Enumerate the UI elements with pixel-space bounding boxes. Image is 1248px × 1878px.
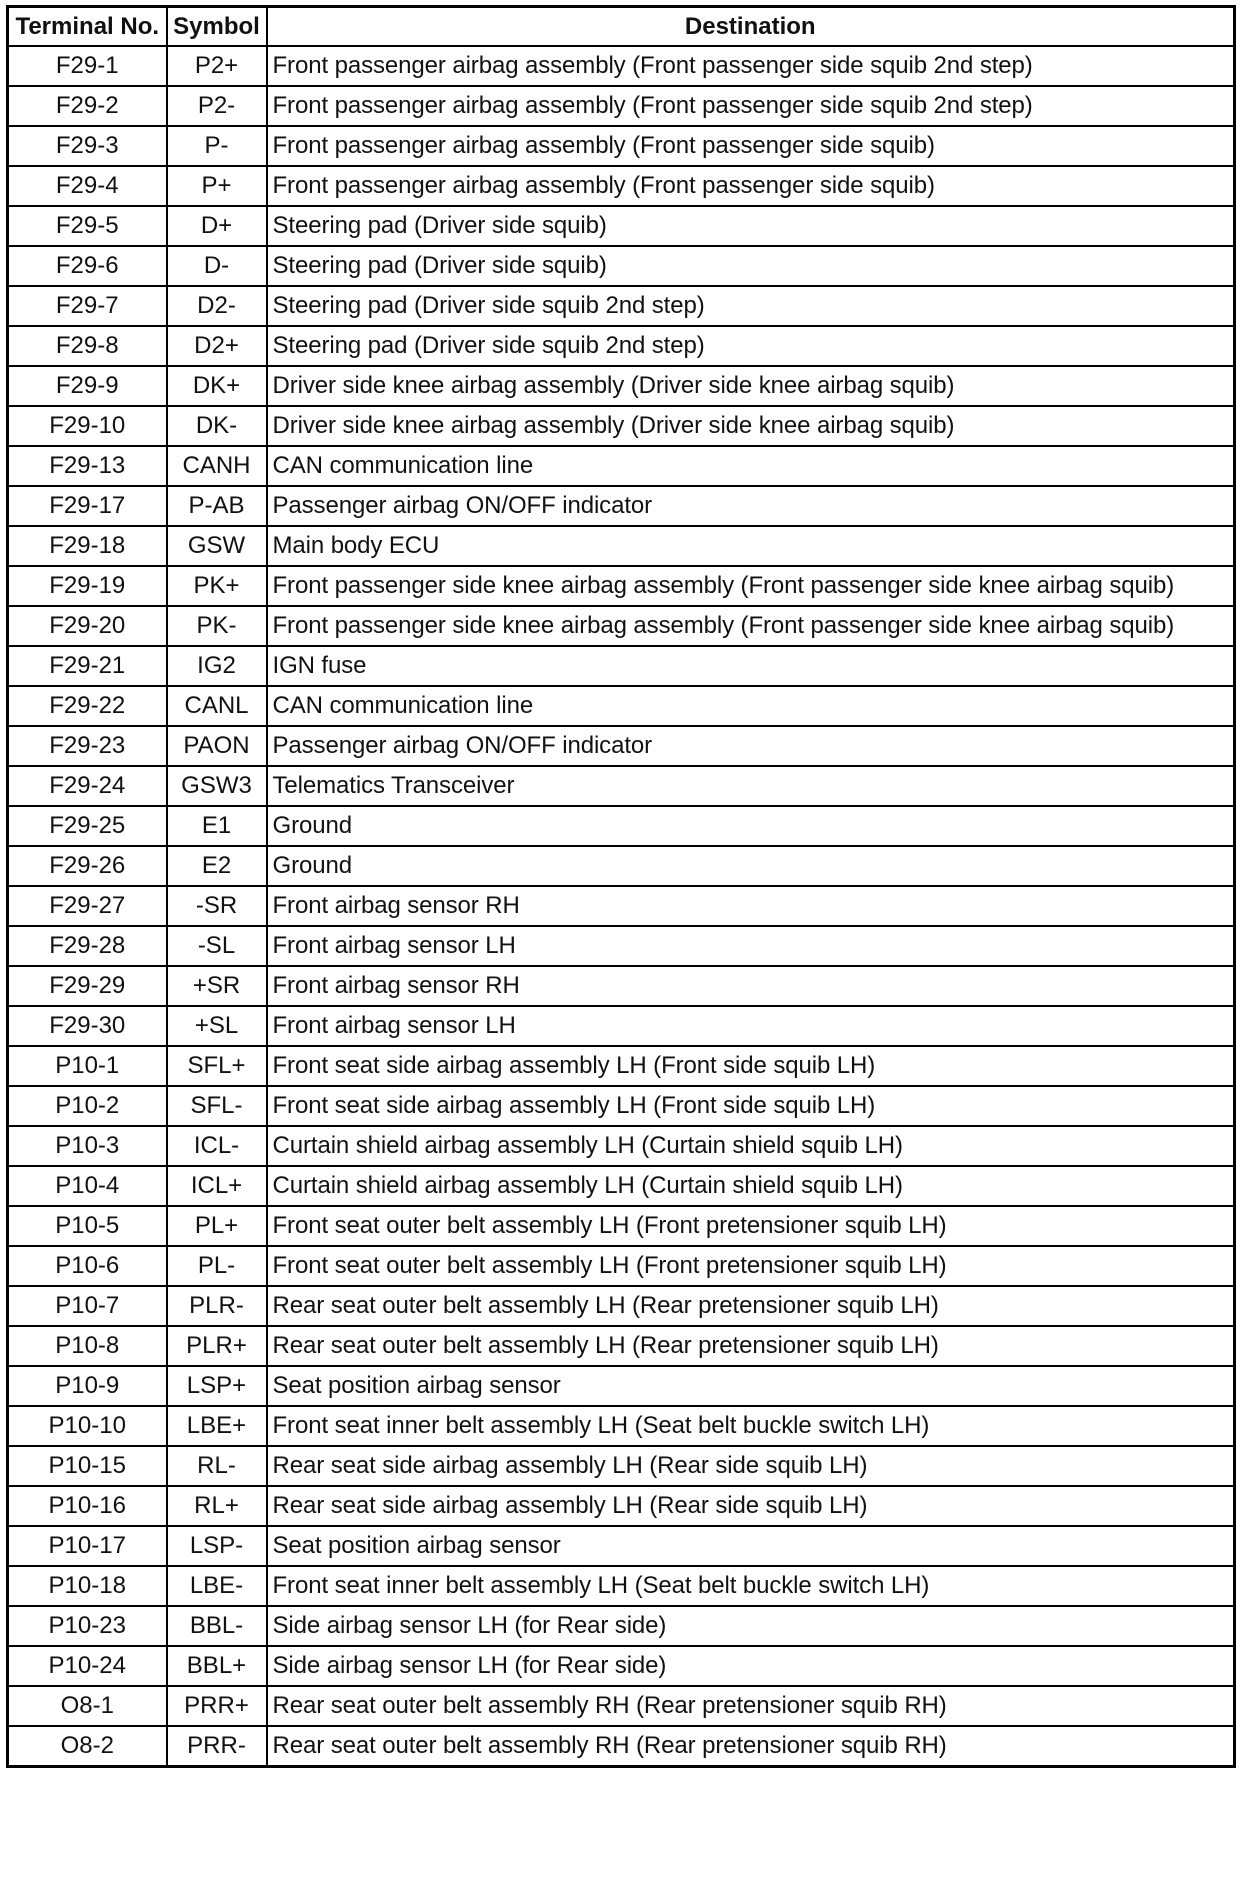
destination-cell: Rear seat outer belt assembly RH (Rear pretensioner squib RH) [267, 1726, 1235, 1767]
terminal-no-cell: F29-2 [8, 86, 167, 126]
terminal-no-cell: F29-7 [8, 286, 167, 326]
destination-cell: Front passenger side knee airbag assembly (Front passenger side knee airbag squib) [267, 566, 1235, 606]
destination-cell: CAN communication line [267, 446, 1235, 486]
table-row [8, 1646, 1235, 1686]
destination-cell: Front passenger airbag assembly (Front passenger side squib) [267, 126, 1235, 166]
destination-cell: Front airbag sensor LH [267, 1006, 1235, 1046]
table-body [8, 46, 1235, 1767]
table-row [8, 46, 1235, 86]
destination-cell: Curtain shield airbag assembly LH (Curtain shield squib LH) [267, 1126, 1235, 1166]
table-row [8, 526, 1235, 566]
destination-cell: Rear seat outer belt assembly LH (Rear pretensioner squib LH) [267, 1286, 1235, 1326]
table-row [8, 1526, 1235, 1566]
symbol-cell: E1 [167, 806, 267, 846]
terminal-no-cell: F29-27 [8, 886, 167, 926]
terminal-no-cell: P10-23 [8, 1606, 167, 1646]
table-row [8, 446, 1235, 486]
terminal-no-cell: P10-1 [8, 1046, 167, 1086]
terminal-no-cell: F29-25 [8, 806, 167, 846]
destination-cell: Front airbag sensor LH [267, 926, 1235, 966]
destination-cell: Curtain shield airbag assembly LH (Curtain shield squib LH) [267, 1166, 1235, 1206]
symbol-cell: D2- [167, 286, 267, 326]
terminal-no-cell: F29-20 [8, 606, 167, 646]
terminal-no-cell: F29-21 [8, 646, 167, 686]
terminal-no-cell: P10-9 [8, 1366, 167, 1406]
table-row [8, 1286, 1235, 1326]
terminal-no-cell: P10-2 [8, 1086, 167, 1126]
terminal-no-cell: F29-22 [8, 686, 167, 726]
table-row [8, 246, 1235, 286]
table-row [8, 686, 1235, 726]
symbol-cell: LSP- [167, 1526, 267, 1566]
table-row [8, 1006, 1235, 1046]
table-row [8, 86, 1235, 126]
destination-cell: Front passenger airbag assembly (Front passenger side squib) [267, 166, 1235, 206]
terminal-no-cell: P10-17 [8, 1526, 167, 1566]
table-row [8, 1046, 1235, 1086]
symbol-cell: CANH [167, 446, 267, 486]
destination-cell: Main body ECU [267, 526, 1235, 566]
destination-cell: Front seat inner belt assembly LH (Seat belt buckle switch LH) [267, 1566, 1235, 1606]
terminal-no-cell: P10-3 [8, 1126, 167, 1166]
header-destination: Destination [267, 7, 1235, 47]
destination-cell: Ground [267, 806, 1235, 846]
terminal-no-cell: F29-10 [8, 406, 167, 446]
destination-cell: Seat position airbag sensor [267, 1366, 1235, 1406]
symbol-cell: GSW3 [167, 766, 267, 806]
symbol-cell: P2+ [167, 46, 267, 86]
table-row [8, 846, 1235, 886]
terminal-no-cell: P10-16 [8, 1486, 167, 1526]
table-row [8, 966, 1235, 1006]
terminal-no-cell: F29-19 [8, 566, 167, 606]
table-row [8, 606, 1235, 646]
symbol-cell: P+ [167, 166, 267, 206]
symbol-cell: PL+ [167, 1206, 267, 1246]
table-row [8, 1126, 1235, 1166]
terminal-no-cell: F29-4 [8, 166, 167, 206]
table-row [8, 806, 1235, 846]
symbol-cell: CANL [167, 686, 267, 726]
terminal-no-cell: F29-3 [8, 126, 167, 166]
symbol-cell: PL- [167, 1246, 267, 1286]
symbol-cell: PRR- [167, 1726, 267, 1767]
destination-cell: Front seat side airbag assembly LH (Front side squib LH) [267, 1086, 1235, 1126]
table-row [8, 1446, 1235, 1486]
symbol-cell: DK- [167, 406, 267, 446]
table-row [8, 366, 1235, 406]
symbol-cell: ICL+ [167, 1166, 267, 1206]
terminal-no-cell: P10-15 [8, 1446, 167, 1486]
symbol-cell: SFL+ [167, 1046, 267, 1086]
destination-cell: Front passenger airbag assembly (Front passenger side squib 2nd step) [267, 46, 1235, 86]
table-row [8, 1366, 1235, 1406]
destination-cell: Driver side knee airbag assembly (Driver side knee airbag squib) [267, 366, 1235, 406]
terminal-table [6, 5, 1236, 1768]
table-row [8, 1206, 1235, 1246]
destination-cell: Front passenger airbag assembly (Front passenger side squib 2nd step) [267, 86, 1235, 126]
destination-cell: Passenger airbag ON/OFF indicator [267, 486, 1235, 526]
symbol-cell: D- [167, 246, 267, 286]
header-terminal-no: Terminal No. [8, 7, 167, 47]
terminal-no-cell: O8-1 [8, 1686, 167, 1726]
terminal-no-cell: F29-18 [8, 526, 167, 566]
symbol-cell: PRR+ [167, 1686, 267, 1726]
destination-cell: Telematics Transceiver [267, 766, 1235, 806]
terminal-no-cell: P10-5 [8, 1206, 167, 1246]
destination-cell: Front seat inner belt assembly LH (Seat belt buckle switch LH) [267, 1406, 1235, 1446]
terminal-no-cell: P10-24 [8, 1646, 167, 1686]
table-row [8, 1406, 1235, 1446]
destination-cell: Side airbag sensor LH (for Rear side) [267, 1646, 1235, 1686]
destination-cell: Rear seat side airbag assembly LH (Rear side squib LH) [267, 1446, 1235, 1486]
terminal-no-cell: F29-17 [8, 486, 167, 526]
table-row [8, 926, 1235, 966]
symbol-cell: BBL+ [167, 1646, 267, 1686]
destination-cell: Front airbag sensor RH [267, 966, 1235, 1006]
table-row [8, 1686, 1235, 1726]
terminal-no-cell: P10-18 [8, 1566, 167, 1606]
destination-cell: Steering pad (Driver side squib) [267, 246, 1235, 286]
destination-cell: Steering pad (Driver side squib 2nd step) [267, 286, 1235, 326]
symbol-cell: DK+ [167, 366, 267, 406]
destination-cell: Front seat side airbag assembly LH (Front side squib LH) [267, 1046, 1235, 1086]
symbol-cell: PLR+ [167, 1326, 267, 1366]
destination-cell: Front passenger side knee airbag assembly (Front passenger side knee airbag squib) [267, 606, 1235, 646]
destination-cell: Front seat outer belt assembly LH (Front pretensioner squib LH) [267, 1246, 1235, 1286]
table-row [8, 406, 1235, 446]
symbol-cell: -SR [167, 886, 267, 926]
symbol-cell: P2- [167, 86, 267, 126]
terminal-no-cell: P10-10 [8, 1406, 167, 1446]
destination-cell: IGN fuse [267, 646, 1235, 686]
symbol-cell: RL+ [167, 1486, 267, 1526]
destination-cell: Front airbag sensor RH [267, 886, 1235, 926]
table-row [8, 1086, 1235, 1126]
terminal-no-cell: F29-8 [8, 326, 167, 366]
table-row [8, 486, 1235, 526]
table-row [8, 566, 1235, 606]
terminal-no-cell: P10-4 [8, 1166, 167, 1206]
symbol-cell: P-AB [167, 486, 267, 526]
table-row [8, 1326, 1235, 1366]
symbol-cell: D2+ [167, 326, 267, 366]
symbol-cell: PAON [167, 726, 267, 766]
terminal-table-container [6, 5, 1236, 1768]
destination-cell: Front seat outer belt assembly LH (Front pretensioner squib LH) [267, 1206, 1235, 1246]
symbol-cell: RL- [167, 1446, 267, 1486]
table-row [8, 1726, 1235, 1767]
table-row [8, 286, 1235, 326]
terminal-no-cell: F29-1 [8, 46, 167, 86]
table-row [8, 1486, 1235, 1526]
table-row [8, 1566, 1235, 1606]
table-row [8, 886, 1235, 926]
table-row [8, 646, 1235, 686]
symbol-cell: SFL- [167, 1086, 267, 1126]
symbol-cell: E2 [167, 846, 267, 886]
terminal-no-cell: F29-29 [8, 966, 167, 1006]
destination-cell: Steering pad (Driver side squib) [267, 206, 1235, 246]
symbol-cell: IG2 [167, 646, 267, 686]
symbol-cell: ICL- [167, 1126, 267, 1166]
terminal-no-cell: P10-6 [8, 1246, 167, 1286]
symbol-cell: +SL [167, 1006, 267, 1046]
destination-cell: Rear seat side airbag assembly LH (Rear side squib LH) [267, 1486, 1235, 1526]
symbol-cell: P- [167, 126, 267, 166]
destination-cell: Ground [267, 846, 1235, 886]
destination-cell: Driver side knee airbag assembly (Driver side knee airbag squib) [267, 406, 1235, 446]
destination-cell: Passenger airbag ON/OFF indicator [267, 726, 1235, 766]
terminal-no-cell: O8-2 [8, 1726, 167, 1767]
destination-cell: Seat position airbag sensor [267, 1526, 1235, 1566]
terminal-no-cell: F29-9 [8, 366, 167, 406]
symbol-cell: LSP+ [167, 1366, 267, 1406]
symbol-cell: LBE- [167, 1566, 267, 1606]
table-row [8, 166, 1235, 206]
terminal-no-cell: F29-26 [8, 846, 167, 886]
table-header-row [8, 7, 1235, 47]
symbol-cell: PLR- [167, 1286, 267, 1326]
terminal-no-cell: F29-30 [8, 1006, 167, 1046]
table-row [8, 1606, 1235, 1646]
terminal-no-cell: F29-6 [8, 246, 167, 286]
symbol-cell: +SR [167, 966, 267, 1006]
symbol-cell: D+ [167, 206, 267, 246]
terminal-no-cell: F29-5 [8, 206, 167, 246]
table-row [8, 766, 1235, 806]
table-row [8, 1246, 1235, 1286]
header-symbol: Symbol [167, 7, 267, 47]
table-row [8, 1166, 1235, 1206]
symbol-cell: PK- [167, 606, 267, 646]
table-row [8, 726, 1235, 766]
destination-cell: Side airbag sensor LH (for Rear side) [267, 1606, 1235, 1646]
table-row [8, 206, 1235, 246]
terminal-no-cell: F29-13 [8, 446, 167, 486]
table-row [8, 326, 1235, 366]
symbol-cell: BBL- [167, 1606, 267, 1646]
symbol-cell: PK+ [167, 566, 267, 606]
symbol-cell: GSW [167, 526, 267, 566]
table-row [8, 126, 1235, 166]
terminal-no-cell: F29-23 [8, 726, 167, 766]
symbol-cell: -SL [167, 926, 267, 966]
destination-cell: Rear seat outer belt assembly RH (Rear pretensioner squib RH) [267, 1686, 1235, 1726]
terminal-no-cell: P10-7 [8, 1286, 167, 1326]
terminal-no-cell: F29-28 [8, 926, 167, 966]
terminal-no-cell: P10-8 [8, 1326, 167, 1366]
destination-cell: CAN communication line [267, 686, 1235, 726]
symbol-cell: LBE+ [167, 1406, 267, 1446]
terminal-no-cell: F29-24 [8, 766, 167, 806]
destination-cell: Steering pad (Driver side squib 2nd step) [267, 326, 1235, 366]
destination-cell: Rear seat outer belt assembly LH (Rear pretensioner squib LH) [267, 1326, 1235, 1366]
